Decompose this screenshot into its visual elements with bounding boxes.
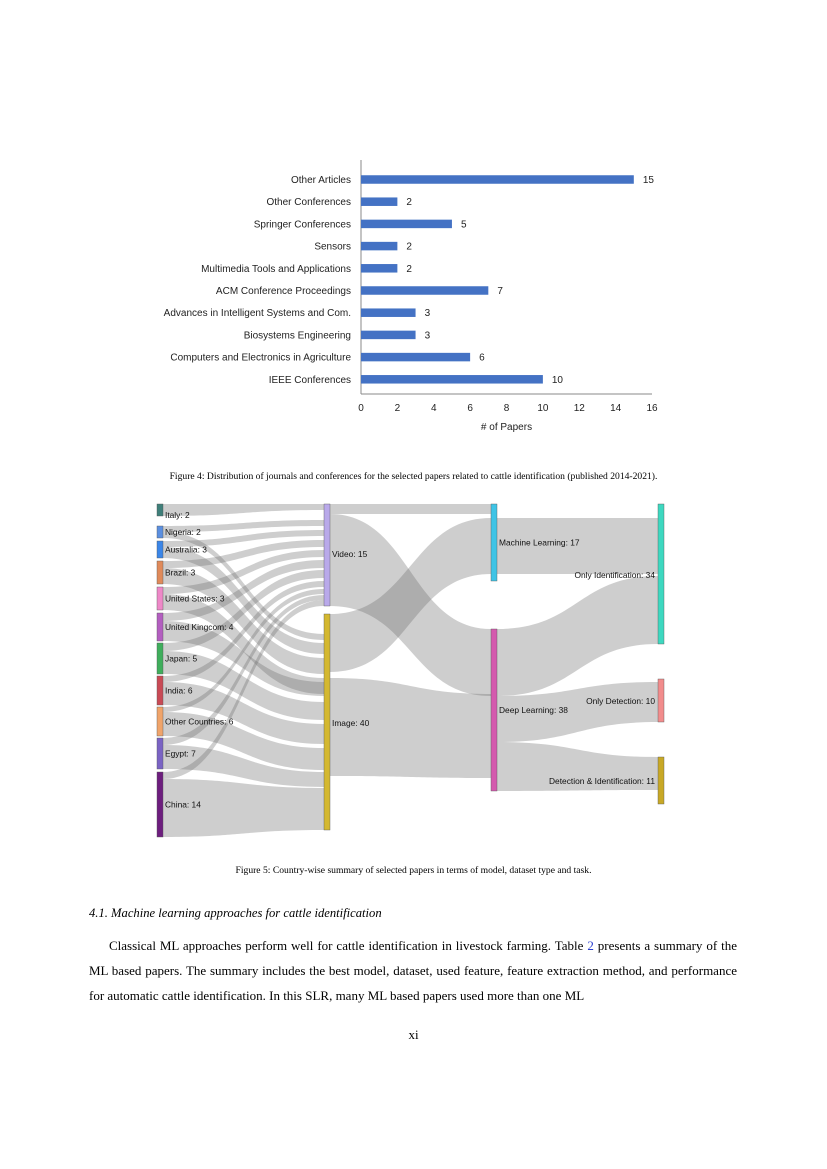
sankey-node-label: Only Detection: 10 [586, 696, 655, 706]
sankey-node-detid [658, 757, 664, 804]
bar-category-label: Springer Conferences [253, 219, 351, 231]
bar-value-label: 10 [551, 374, 563, 386]
sankey-node-label: Italy: 2 [165, 510, 190, 520]
sankey-node-australia [157, 541, 163, 558]
bar-value-label: 15 [642, 175, 654, 186]
bar [361, 242, 397, 251]
sankey-links [163, 504, 658, 837]
sankey-node-onlyid [658, 504, 664, 644]
bar-value-label: 2 [406, 263, 412, 275]
bar-category-label: ACM Conference Proceedings [215, 286, 351, 297]
x-tick-label: 8 [503, 403, 510, 414]
sankey-node-us [157, 587, 163, 610]
bar-category-label: Biosystems Engineering [243, 330, 351, 342]
sankey-node-india [157, 676, 163, 705]
sankey-node-china [157, 772, 163, 837]
x-tick-label: 0 [358, 403, 364, 414]
x-tick-label: 2 [394, 403, 401, 414]
bar-value-label: 6 [479, 352, 485, 364]
sankey-node-label: Egypt: 7 [165, 748, 196, 759]
sankey-node-label: United Kingcom: 4 [165, 622, 234, 632]
sankey-node-brazil [157, 561, 163, 584]
country-sankey-diagram [0, 496, 827, 846]
figure-5-caption: Figure 5: Country-wise summary of selected papers in terms of model, dataset type and task. [235, 865, 592, 876]
table-reference-link[interactable]: 2 [587, 938, 594, 953]
x-tick-label: 10 [537, 403, 549, 414]
sankey-node-label: India: 6 [165, 685, 193, 696]
sankey-node-label: Image: 40 [332, 718, 370, 728]
bar-value-label: 5 [460, 219, 467, 231]
x-axis-label: # of Papers [480, 422, 533, 433]
sankey-flow-video-to-ml [330, 504, 491, 514]
bar-category-label: Multimedia Tools and Applications [201, 263, 351, 275]
sankey-node-label: Only Identification: 34 [574, 570, 655, 580]
sankey-node-label: Deep Learning: 38 [499, 705, 568, 715]
sankey-node-label: United States: 3 [165, 593, 225, 604]
bar-category-label: Sensors [314, 241, 351, 253]
x-tick-label: 14 [610, 403, 622, 414]
sankey-node-egypt [157, 738, 163, 769]
bar-value-label: 7 [497, 286, 503, 297]
sankey-node-label: Brazil: 3 [165, 567, 196, 578]
bar [361, 175, 634, 184]
sankey-node-image [324, 614, 330, 830]
bar [361, 331, 416, 340]
bar-category-label: Other Conferences [266, 197, 351, 209]
sankey-node-ml [491, 504, 497, 581]
bar-value-label: 3 [424, 308, 431, 320]
sankey-node-italy [157, 504, 163, 516]
sankey-node-label: Nigeria: 2 [165, 527, 201, 537]
sankey-flow-dl-to-onlyid [497, 576, 658, 696]
figure-4-caption: Figure 4: Distribution of journals and conferences for the selected papers related to cattle identification (published 2014-2021). [169, 471, 658, 482]
sankey-node-label: China: 14 [165, 799, 201, 810]
sankey-node-other [157, 707, 163, 736]
bar-category-label: IEEE Conferences [268, 374, 351, 386]
bar [361, 264, 397, 273]
x-tick-label: 12 [573, 403, 585, 414]
bar [361, 220, 452, 229]
bar-value-label: 2 [406, 197, 412, 209]
paragraph-text-start: Classical ML approaches perform well for cattle identification in livestock farming. Table [109, 938, 588, 953]
bar [361, 308, 416, 317]
x-tick-label: 4 [430, 403, 437, 414]
bar [361, 353, 470, 362]
sankey-node-dl [491, 629, 497, 791]
body-paragraph [89, 933, 737, 1008]
bar [361, 286, 488, 295]
bar [361, 375, 543, 384]
x-tick-label: 16 [646, 403, 658, 414]
sankey-flow-image-to-dl [330, 678, 491, 778]
sankey-node-label: Japan: 5 [165, 653, 198, 664]
bar-category-label: Advances in Intelligent Systems and Com. [163, 308, 351, 320]
journal-distribution-bar-chart [0, 150, 827, 440]
sankey-node-label: Detection & Identification: 11 [549, 776, 655, 786]
sankey-node-label: Video: 15 [332, 549, 368, 559]
sankey-node-onlydet [658, 679, 664, 722]
page-number: xi [408, 1027, 419, 1042]
bar-value-label: 2 [406, 241, 412, 253]
sankey-node-japan [157, 643, 163, 674]
bar-category-label: Other Articles [290, 175, 351, 186]
section-heading: 4.1. Machine learning approaches for cattle identification [89, 906, 382, 920]
x-tick-label: 6 [467, 403, 473, 414]
sankey-node-nigeria [157, 526, 163, 538]
sankey-node-label: Australia: 3 [165, 544, 207, 555]
bar-category-label: Computers and Electronics in Agriculture [170, 352, 351, 364]
sankey-node-video [324, 504, 330, 606]
sankey-node-uk [157, 613, 163, 641]
sankey-node-label: Other Countries: 6 [165, 716, 234, 727]
bar-value-label: 3 [424, 330, 431, 342]
bar [361, 197, 397, 206]
paragraph-text-end: presents a summary of the ML based papers. The summary includes the best model, dataset, used feature, feature extraction method, and performance for automatic cattle identification. In this SLR, many ML based papers used more than one ML [89, 938, 737, 1003]
sankey-node-label: Machine Learning: 17 [499, 537, 580, 548]
